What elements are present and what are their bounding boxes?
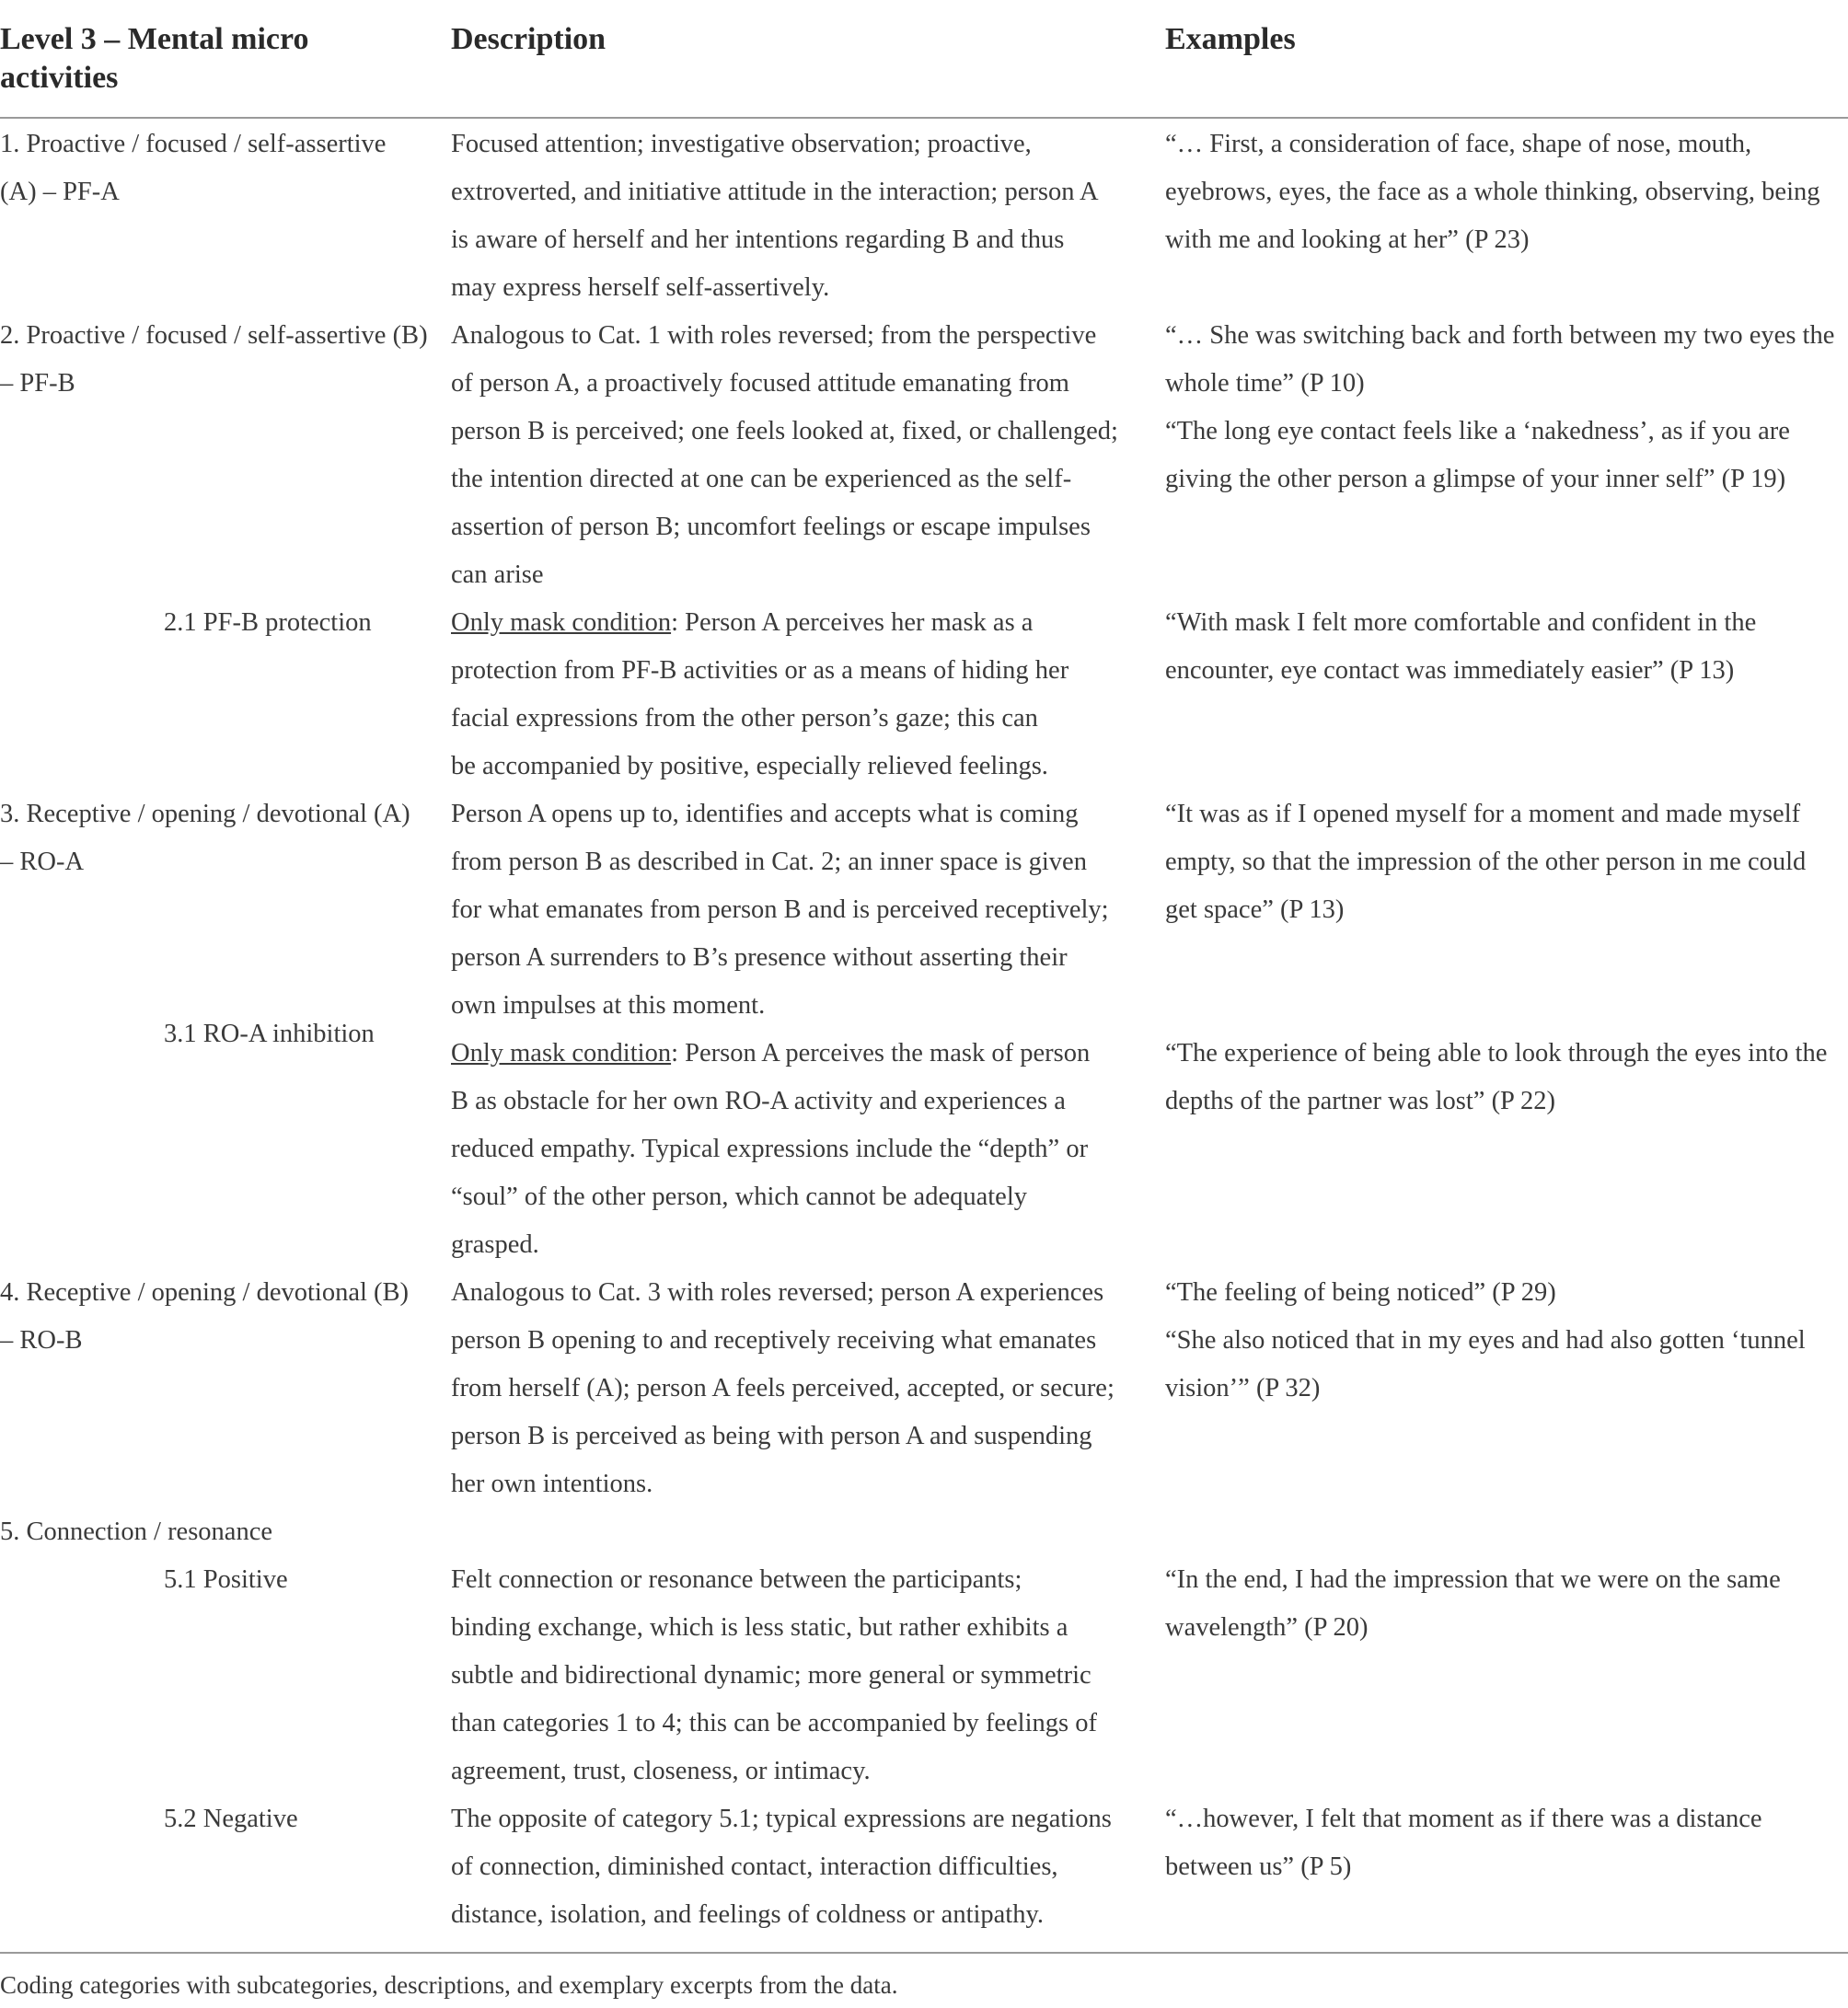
mask-condition-label: Only mask condition bbox=[451, 608, 672, 637]
example-line: with me and looking at her” (P 23) bbox=[1165, 225, 1530, 254]
example-line: between us” (P 5) bbox=[1165, 1852, 1352, 1881]
category-cell bbox=[0, 312, 428, 408]
category-line: – RO-A bbox=[0, 848, 85, 876]
category-line: 2. Proactive / focused / self-assertive (B) bbox=[0, 321, 428, 350]
example-line: whole time” (P 10) bbox=[1165, 369, 1365, 398]
description-line: protection from PF-B activities or as a means of hiding her bbox=[451, 656, 1069, 685]
example-line: depths of the partner was lost” (P 22) bbox=[1165, 1087, 1555, 1115]
description-line: person B is perceived as being with person A and suspending bbox=[451, 1422, 1092, 1450]
category-cell bbox=[0, 791, 410, 886]
description-line: is aware of herself and her intentions regarding B and thus bbox=[451, 225, 1065, 254]
description-line: of person A, a proactively focused attitude emanating from bbox=[451, 369, 1069, 398]
description-line: from person B as described in Cat. 2; an inner space is given bbox=[451, 848, 1087, 876]
header-examples: Examples bbox=[1165, 22, 1296, 56]
example-line: “In the end, I had the impression that we were on the same bbox=[1165, 1565, 1781, 1594]
header-description: Description bbox=[451, 22, 606, 56]
example-line: “…however, I felt that moment as if there was a distance bbox=[1165, 1805, 1762, 1833]
examples-cell bbox=[1165, 121, 1820, 264]
description-line: B as obstacle for her own RO-A activity and experiences a bbox=[451, 1087, 1066, 1115]
examples-cell bbox=[1165, 1030, 1827, 1125]
example-line: eyebrows, eyes, the face as a whole thinking, observing, being bbox=[1165, 178, 1820, 206]
description-line: Person A opens up to, identifies and accepts what is coming bbox=[451, 800, 1079, 828]
description-line: person A surrenders to B’s presence without asserting their bbox=[451, 943, 1068, 972]
category-line: 4. Receptive / opening / devotional (B) bbox=[0, 1278, 410, 1307]
description-line: Analogous to Cat. 3 with roles reversed; person A experiences bbox=[451, 1278, 1104, 1307]
category-line: 5.1 Positive bbox=[164, 1565, 288, 1594]
category-line: (A) – PF-A bbox=[0, 178, 120, 206]
description-line: binding exchange, which is less static, but rather exhibits a bbox=[451, 1613, 1068, 1642]
example-line: empty, so that the impression of the other person in me could bbox=[1165, 848, 1807, 876]
description-text: : Person A perceives her mask as a bbox=[671, 608, 1034, 637]
description-cell bbox=[451, 1556, 1097, 1795]
header-level3-line2: activities bbox=[0, 61, 119, 95]
description-line: grasped. bbox=[451, 1230, 539, 1259]
description-line bbox=[451, 1030, 1090, 1078]
category-cell bbox=[0, 1269, 409, 1365]
description-line: from herself (A); person A feels perceived, accepted, or secure; bbox=[451, 1374, 1115, 1402]
example-line: “The feeling of being noticed” (P 29) bbox=[1165, 1278, 1556, 1307]
category-cell bbox=[164, 1556, 288, 1604]
example-line: giving the other person a glimpse of your inner self” (P 19) bbox=[1165, 465, 1786, 493]
description-line: than categories 1 to 4; this can be accompanied by feelings of bbox=[451, 1709, 1097, 1737]
example-line: “It was as if I opened myself for a moment and made myself bbox=[1165, 800, 1801, 828]
description-cell bbox=[451, 121, 1099, 312]
description-line: reduced empathy. Typical expressions include the “depth” or bbox=[451, 1135, 1089, 1163]
description-line: extroverted, and initiative attitude in the interaction; person A bbox=[451, 178, 1099, 206]
category-line: 2.1 PF-B protection bbox=[164, 608, 372, 637]
description-cell bbox=[451, 599, 1068, 791]
category-line: – PF-B bbox=[0, 369, 75, 398]
description-line: own impulses at this moment. bbox=[451, 991, 766, 1020]
category-cell bbox=[0, 1508, 272, 1556]
description-line: distance, isolation, and feelings of coldness or antipathy. bbox=[451, 1900, 1044, 1929]
example-line: “She also noticed that in my eyes and had also gotten ‘tunnel bbox=[1165, 1326, 1806, 1355]
description-line: person B is perceived; one feels looked at, fixed, or challenged; bbox=[451, 417, 1118, 445]
category-line: 5. Connection / resonance bbox=[0, 1518, 272, 1546]
description-line: The opposite of category 5.1; typical expressions are negations bbox=[451, 1805, 1112, 1833]
example-line: “… She was switching back and forth between my two eyes the bbox=[1165, 321, 1835, 350]
example-line: get space” (P 13) bbox=[1165, 895, 1345, 924]
description-line: can arise bbox=[451, 560, 544, 589]
description-cell bbox=[451, 791, 1109, 1030]
description-line: Analogous to Cat. 1 with roles reversed; from the perspective bbox=[451, 321, 1097, 350]
description-line bbox=[451, 599, 1068, 647]
description-line: the intention directed at one can be experienced as the self- bbox=[451, 465, 1072, 493]
example-line: wavelength” (P 20) bbox=[1165, 1613, 1369, 1642]
description-line: assertion of person B; uncomfort feelings or escape impulses bbox=[451, 513, 1091, 541]
description-cell bbox=[451, 312, 1118, 599]
example-line: vision’” (P 32) bbox=[1165, 1374, 1321, 1402]
description-line: person B opening to and receptively receiving what emanates bbox=[451, 1326, 1097, 1355]
category-cell bbox=[164, 599, 372, 647]
description-line: agreement, trust, closeness, or intimacy. bbox=[451, 1757, 871, 1785]
description-line: her own intentions. bbox=[451, 1470, 653, 1498]
table-footnote: Coding categories with subcategories, descriptions, and exemplary excerpts from the data. bbox=[0, 1971, 898, 1999]
description-line: Felt connection or resonance between the participants; bbox=[451, 1565, 1022, 1594]
description-line: facial expressions from the other person’s gaze; this can bbox=[451, 704, 1038, 733]
category-line: 3.1 RO-A inhibition bbox=[164, 1020, 375, 1048]
description-line: of connection, diminished contact, interaction difficulties, bbox=[451, 1852, 1058, 1881]
description-line: subtle and bidirectional dynamic; more general or symmetric bbox=[451, 1661, 1091, 1690]
examples-cell bbox=[1165, 312, 1834, 503]
description-line: Focused attention; investigative observation; proactive, bbox=[451, 130, 1032, 158]
category-line: 5.2 Negative bbox=[164, 1805, 298, 1833]
examples-cell bbox=[1165, 599, 1756, 695]
header-level3 bbox=[0, 20, 309, 98]
header-level3-line1: Level 3 – Mental micro bbox=[0, 22, 309, 56]
header-rule bbox=[0, 117, 1848, 119]
category-cell bbox=[164, 1795, 298, 1843]
bottom-rule bbox=[0, 1952, 1848, 1954]
description-line: be accompanied by positive, especially relieved feelings. bbox=[451, 752, 1048, 780]
description-line: “soul” of the other person, which cannot be adequately bbox=[451, 1183, 1027, 1211]
example-line: encounter, eye contact was immediately easier” (P 13) bbox=[1165, 656, 1735, 685]
example-line: “The long eye contact feels like a ‘nakedness’, as if you are bbox=[1165, 417, 1790, 445]
category-cell bbox=[0, 121, 386, 216]
description-line: may express herself self-assertively. bbox=[451, 273, 830, 302]
mask-condition-label: Only mask condition bbox=[451, 1039, 672, 1067]
examples-cell bbox=[1165, 1556, 1781, 1652]
examples-cell bbox=[1165, 1269, 1806, 1413]
examples-cell bbox=[1165, 1795, 1762, 1891]
category-line: 1. Proactive / focused / self-assertive bbox=[0, 130, 387, 158]
category-cell bbox=[164, 1010, 375, 1058]
category-line: – RO-B bbox=[0, 1326, 83, 1355]
description-text: : Person A perceives the mask of person bbox=[671, 1039, 1091, 1067]
example-line: “… First, a consideration of face, shape of nose, mouth, bbox=[1165, 130, 1752, 158]
example-line: “The experience of being able to look through the eyes into the bbox=[1165, 1039, 1828, 1067]
description-cell bbox=[451, 1795, 1112, 1939]
description-cell bbox=[451, 1030, 1090, 1269]
category-line: 3. Receptive / opening / devotional (A) bbox=[0, 800, 410, 828]
description-cell bbox=[451, 1269, 1115, 1508]
description-line: for what emanates from person B and is perceived receptively; bbox=[451, 895, 1109, 924]
examples-cell bbox=[1165, 791, 1806, 934]
example-line: “With mask I felt more comfortable and confident in the bbox=[1165, 608, 1757, 637]
